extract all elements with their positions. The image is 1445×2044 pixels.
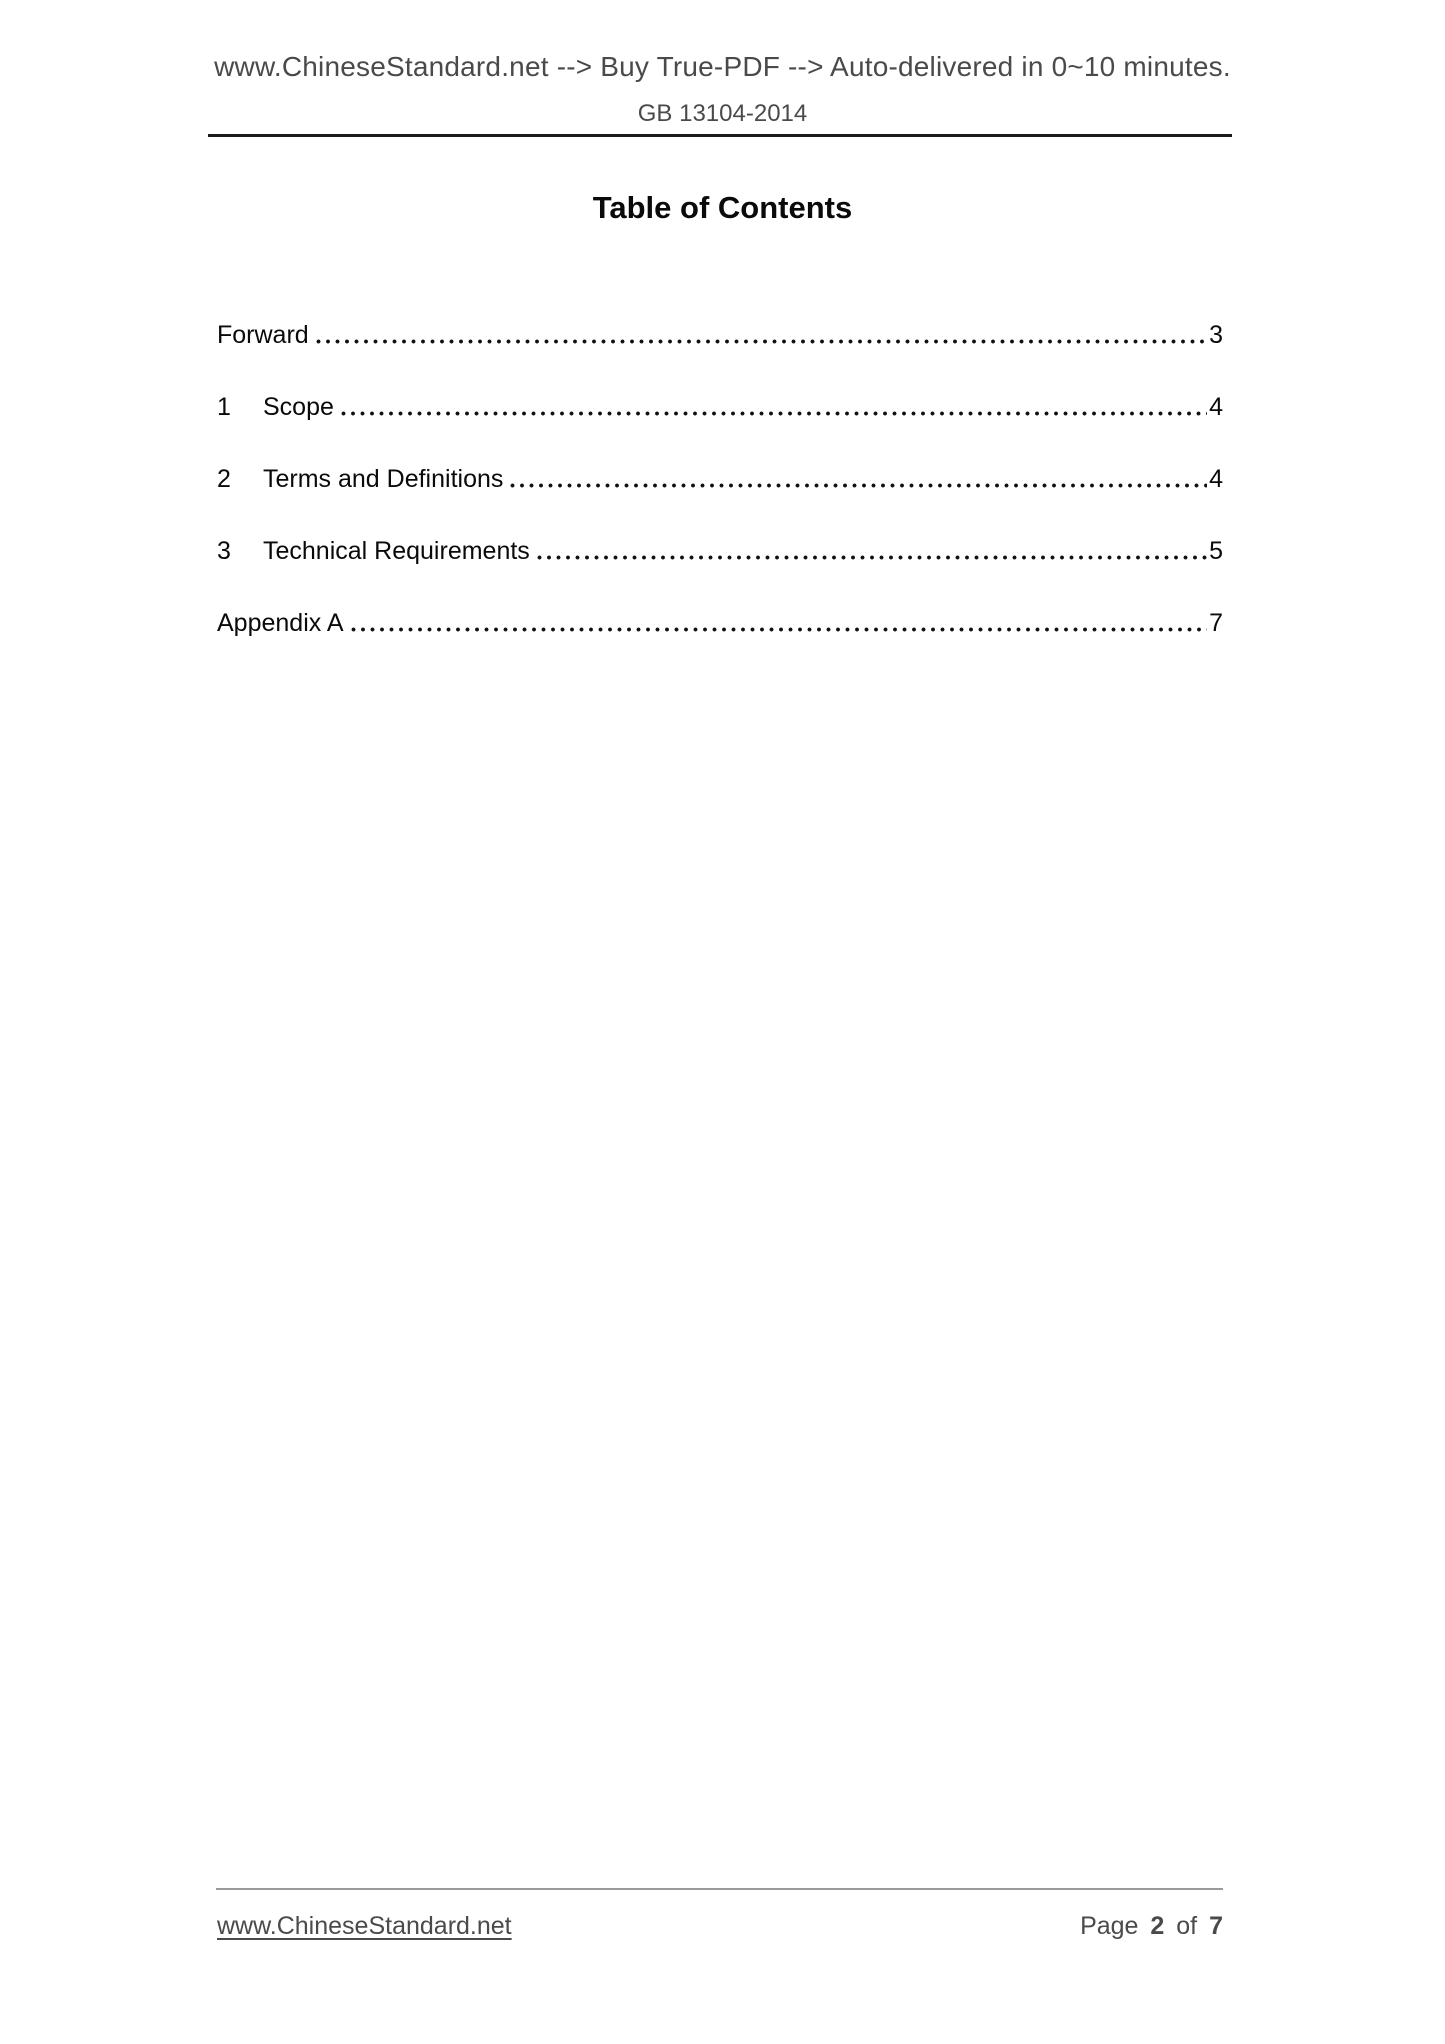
toc-entry-number: 2	[217, 465, 231, 493]
header-promo-text: www.ChineseStandard.net --> Buy True-PDF --> Auto-delivered in 0~10 minutes.	[214, 51, 1231, 82]
footer-page-of: of	[1176, 1912, 1198, 1940]
toc-entry-page: 4	[1209, 393, 1223, 421]
dot-leader	[537, 555, 1207, 560]
footer-page-indicator	[1080, 1911, 1223, 1941]
dot-leader	[510, 483, 1207, 488]
toc-entry-title: Terms and Definitions	[263, 465, 504, 493]
toc-entry-terms-and-definitions[interactable]	[217, 466, 1223, 492]
toc-entry-title: Technical Requirements	[263, 537, 530, 565]
toc-entry-page: 3	[1209, 321, 1223, 349]
footer-page-prefix: Page	[1080, 1912, 1139, 1940]
toc-entry-scope[interactable]	[217, 394, 1223, 420]
page-title: Table of Contents	[592, 190, 853, 225]
toc-entry-title: Scope	[263, 393, 334, 421]
dot-leader	[341, 411, 1207, 416]
footer-page-current: 2	[1150, 1912, 1165, 1940]
toc-entry-page: 5	[1209, 537, 1223, 565]
toc-entry-page: 7	[1209, 609, 1223, 637]
toc-entry-page: 4	[1209, 465, 1223, 493]
page-header	[0, 50, 1445, 128]
page-footer	[217, 1911, 1223, 1941]
table-of-contents	[217, 322, 1223, 636]
dot-leader	[316, 339, 1207, 344]
toc-entry-appendix-a[interactable]	[217, 610, 1223, 636]
header-doc-number: GB 13104-2014	[637, 100, 808, 127]
footer-rule	[216, 1888, 1223, 1890]
toc-entry-number: 3	[217, 537, 231, 565]
toc-entry-forward[interactable]	[217, 322, 1223, 348]
toc-entry-title: Appendix A	[217, 609, 344, 637]
toc-entry-title: Forward	[217, 321, 309, 349]
footer-page-total: 7	[1209, 1912, 1223, 1940]
footer-website-link[interactable]: www.ChineseStandard.net	[217, 1912, 512, 1940]
toc-entry-technical-requirements[interactable]	[217, 538, 1223, 564]
header-rule	[208, 134, 1232, 137]
dot-leader	[351, 627, 1208, 632]
toc-entry-number: 1	[217, 393, 231, 421]
